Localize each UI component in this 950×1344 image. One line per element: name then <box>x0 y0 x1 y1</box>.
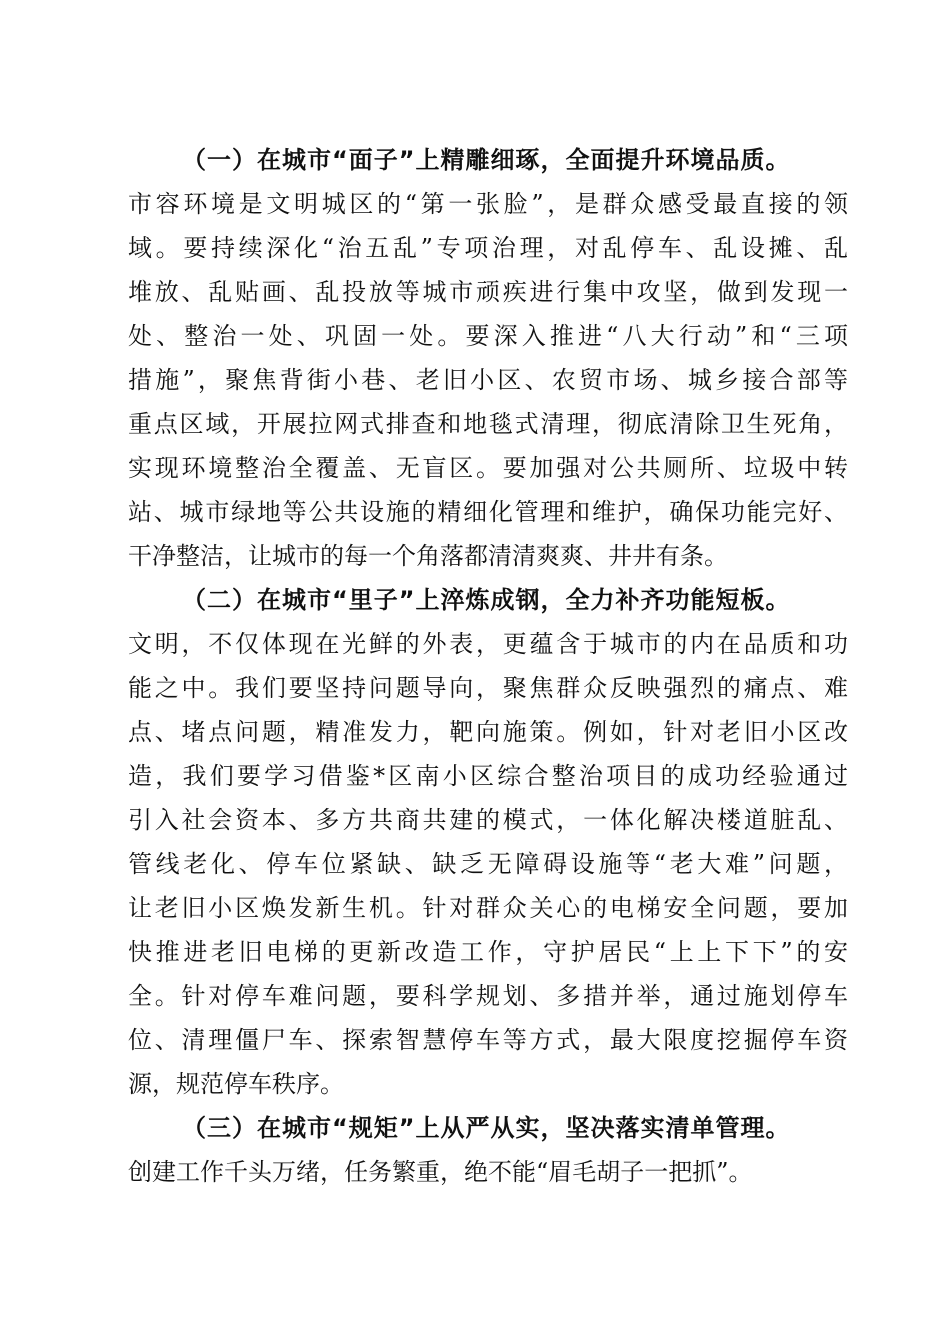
section-1-line-5: 措施”，聚焦背街小巷、老旧小区、农贸市场、城乡接合部等 <box>128 366 848 394</box>
section-1-heading: （一）在城市“面子”上精雕细琢，全面提升环境品质。 <box>182 146 791 174</box>
section-2-line-9: 全。针对停车难问题，要科学规划、多措并举，通过施划停车 <box>128 982 848 1010</box>
section-3-line-1: 创建工作千头万绪，任务繁重，绝不能“眉毛胡子一把抓”。 <box>128 1158 753 1186</box>
section-2-line-5: 引入社会资本、多方共商共建的模式，一体化解决楼道脏乱、 <box>128 806 848 834</box>
section-1-line-7: 实现环境整治全覆盖、无盲区。要加强对公共厕所、垃圾中转 <box>128 454 848 482</box>
section-1-line-4: 处、整治一处、巩固一处。要深入推进“八大行动”和“三项 <box>128 322 848 350</box>
section-1-line-6: 重点区域，开展拉网式排查和地毯式清理，彻底清除卫生死角， <box>128 410 848 438</box>
section-2-line-4: 造，我们要学习借鉴*区南小区综合整治项目的成功经验通过 <box>128 762 848 790</box>
section-1-line-1: 市容环境是文明城区的“第一张脸”，是群众感受最直接的领 <box>128 190 848 218</box>
section-2-heading: （二）在城市“里子”上淬炼成钢，全力补齐功能短板。 <box>182 586 791 614</box>
section-1-line-9: 干净整洁，让城市的每一个角落都清清爽爽、井井有条。 <box>128 542 728 570</box>
section-2-line-10: 位、清理僵尸车、探索智慧停车等方式，最大限度挖掘停车资 <box>128 1026 848 1054</box>
section-1-line-2: 域。要持续深化“治五乱”专项治理，对乱停车、乱设摊、乱 <box>128 234 848 262</box>
section-3-heading: （三）在城市“规矩”上从严从实，坚决落实清单管理。 <box>182 1114 791 1142</box>
section-2-line-3: 点、堵点问题，精准发力，靶向施策。例如，针对老旧小区改 <box>128 718 848 746</box>
section-2-line-6: 管线老化、停车位紧缺、缺乏无障碍设施等“老大难”问题， <box>128 850 848 878</box>
section-2-line-1: 文明，不仅体现在光鲜的外表，更蕴含于城市的内在品质和功 <box>128 630 848 658</box>
section-1-line-3: 堆放、乱贴画、乱投放等城市顽疾进行集中攻坚，做到发现一 <box>128 278 848 306</box>
section-2-line-7: 让老旧小区焕发新生机。针对群众关心的电梯安全问题，要加 <box>128 894 848 922</box>
section-1-line-8: 站、城市绿地等公共设施的精细化管理和维护，确保功能完好、 <box>128 498 848 526</box>
section-2-line-8: 快推进老旧电梯的更新改造工作，守护居民“上上下下”的安 <box>128 938 848 966</box>
section-2-line-2: 能之中。我们要坚持问题导向，聚焦群众反映强烈的痛点、难 <box>128 674 848 702</box>
section-2-line-11: 源，规范停车秩序。 <box>128 1070 344 1098</box>
